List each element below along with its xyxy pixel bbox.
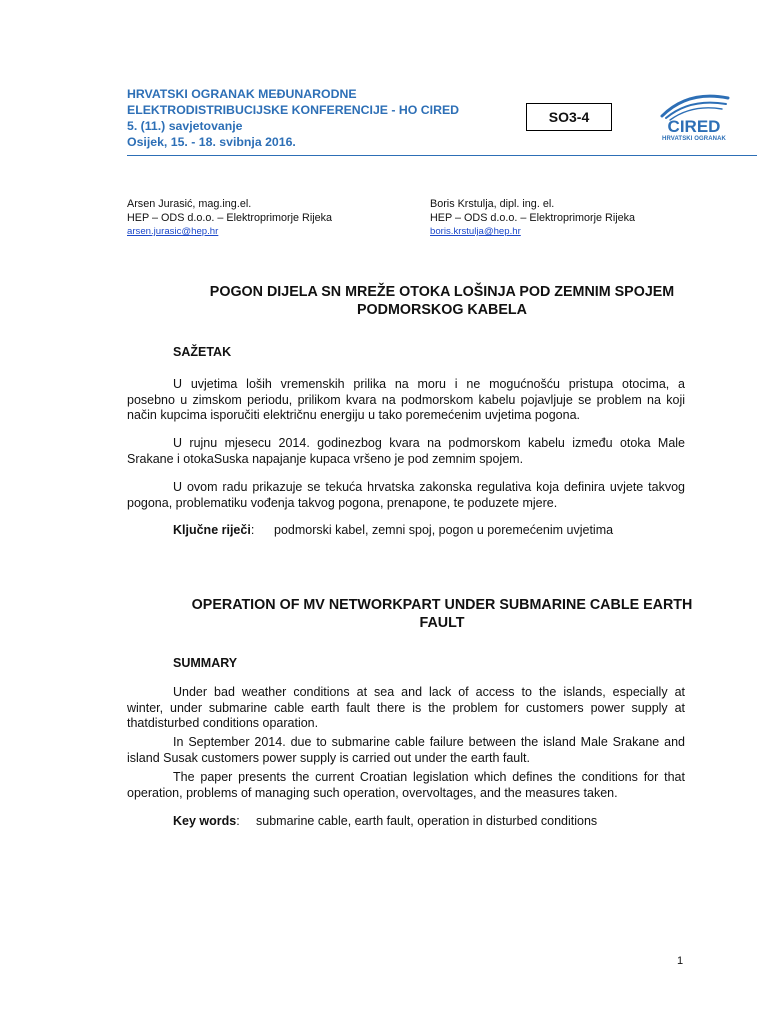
keywords-colon: : [236,814,240,828]
conference-edition: 5. (11.) savjetovanje [127,119,243,133]
abstract-paragraph-hr-1 [127,377,685,424]
author-name: Boris Krstulja, dipl. ing. el. [430,198,555,210]
text-line: winter, under submarine cable earth fault there is the problem for customers power supply at [127,700,685,715]
conference-name-line-2: ELEKTRODISTRIBUCIJSKE KONFERENCIJE - HO CIRED [127,103,460,117]
page-number: 1 [677,955,684,967]
keywords-label: Key words [173,814,237,828]
text-line: U uvjetima loših vremenskih prilika na moru i ne mogućnošću pristupa otocima, a [173,377,685,391]
author-1 [127,198,332,239]
author-email-link[interactable]: boris.krstulja@hep.hr [430,226,521,237]
text-line: pogona, problematiku vođenja takvog pogona, prenapone, te poduzete mjere. [127,495,558,510]
abstract-paragraph-en-3 [127,770,685,801]
text-line: The paper presents the current Croatian legislation which defines the conditions for that [173,770,685,784]
keywords-en [173,814,598,828]
text-line: U ovom radu prikazuje se tekuća hrvatska zakonska regulativa koja definira uvjete takvog [173,480,685,494]
cired-logo [656,88,732,148]
text-line: U rujnu mjesecu 2014. godinezbog kvara na podmorskom kabelu između otoka Male [173,436,685,450]
title-line: PODMORSKOG KABELA [357,302,527,318]
abstract-heading-en: SUMMARY [173,656,238,670]
conference-header [127,86,459,150]
text-line: Srakane i otokaSuska napajanje kupaca vršeno je pod zemnim spojem. [127,451,524,466]
keywords-colon: : [250,523,255,537]
text-line: operation, problems of managing such operation, overvoltages, and the measures taken. [127,785,618,800]
title-line: OPERATION OF MV NETWORKPART UNDER SUBMARINE CABLE EARTH [191,597,693,613]
text-line: Under bad weather conditions at sea and lack of access to the islands, especially at [173,685,685,699]
keywords-label: Ključne riječi [173,523,251,537]
author-name: Arsen Jurasić, mag.ing.el. [127,198,252,210]
text-line: način kupcima isporučiti električnu energiju u tako poremećenim uvjetima pogona. [127,408,581,422]
conference-name-line-1: HRVATSKI OGRANAK MEĐUNARODNE [127,87,357,101]
abstract-paragraph-hr-3 [127,480,685,511]
keywords-value: submarine cable, earth fault, operation in disturbed conditions [256,814,598,828]
author-2 [430,198,635,239]
title-line: FAULT [419,615,465,631]
text-line: island Susak customers power supply is carried out under the earth fault. [127,750,530,765]
abstract-paragraph-en-1 [127,685,685,732]
keywords-value: podmorski kabel, zemni spoj, pogon u poremećenim uvjetima [274,523,614,537]
paper-code-box: SO3-4 [526,103,612,131]
header-rule [127,155,757,156]
cired-logo-subtext: HRVATSKI OGRANAK [662,136,726,142]
text-line: In September 2014. due to submarine cable failure between the island Male Srakane and [173,735,685,749]
text-line: posebno u zimskom periodu, prilikom kvara na podmorskom kabelu pojavljuje se problem na koji [127,392,685,407]
cired-logo-icon [656,88,732,136]
paper-title-hr [127,283,757,319]
author-affiliation: HEP – ODS d.o.o. – Elektroprimorje Rijeka [430,211,636,224]
author-email-link[interactable]: arsen.jurasic@hep.hr [127,226,219,237]
text-line: thatdisturbed conditions oparation. [127,716,319,730]
paper-title-en [127,596,757,632]
conference-place-date: Osijek, 15. - 18. svibnja 2016. [127,135,296,149]
author-affiliation: HEP – ODS d.o.o. – Elektroprimorje Rijeka [127,211,333,224]
keywords-hr [173,523,614,537]
title-line: POGON DIJELA SN MREŽE OTOKA LOŠINJA POD ZEMNIM SPOJEM [209,284,675,300]
abstract-paragraph-en-2 [127,735,685,766]
abstract-paragraph-hr-2 [127,436,685,467]
abstract-heading-hr: SAŽETAK [173,345,232,359]
cired-logo-text: CIRED [667,117,721,136]
